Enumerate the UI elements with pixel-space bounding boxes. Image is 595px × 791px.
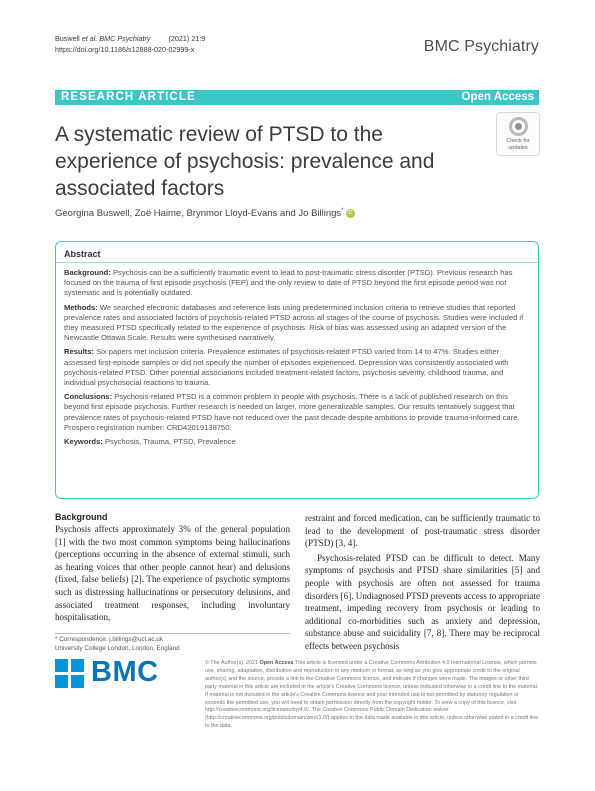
- abstract-results: [64, 347, 530, 388]
- orcid-icon[interactable]: iD: [347, 210, 353, 217]
- check-updates-line: updates: [508, 144, 528, 151]
- abstract-label: Background:: [64, 268, 111, 277]
- bmc-logo-icon: [55, 659, 85, 689]
- abstract-heading: Abstract: [64, 249, 101, 259]
- citation: [55, 33, 205, 44]
- check-updates-line: Check for: [506, 138, 530, 144]
- check-for-updates-button[interactable]: [496, 112, 540, 156]
- abstract-text: Psychosis can be a sufficiently traumatic event to lead to post-traumatic stress disorder (PTSD). Previous research has focused on the trauma of first episode psychosis (FEP) and the only review to date of PTSD beyond the first episode period was not systematic and is potentially outdated.: [64, 268, 513, 298]
- license-body: This article is licensed under a Creative Commons Attribution 4.0 International License, which permits use, sharing, adaptation, distribution and reproduction in any medium or format, as long as you give appropriate credit to the original author(s) and the source, provide a link to the Creative Commons licence, and indicate if changes were made. The images or other third party material in this article are included in the article's Creative Commons licence, unless indicated otherwise in a credit line to the material. If material is not included in the article's Creative Commons licence and your intended use is not permitted by statutory regulation or exceeds the permitted use, you will need to obtain permission directly from the copyright holder. To view a copy of this licence, visit http://creativecommons.org/licenses/by/4.0/. The Creative Commons Public Domain Dedication waiver (http://creativecommons.org/publicdomain/zero/1.0/) applies to the data made available in this article, unless otherwise stated in a credit line to the data.: [205, 660, 539, 730]
- license-copyright: © The Author(s). 2021: [205, 660, 259, 666]
- journal-name: BMC Psychiatry: [423, 38, 539, 55]
- license-text: [205, 660, 540, 731]
- header-meta: [55, 33, 205, 55]
- keywords-label: Keywords:: [64, 437, 103, 447]
- abstract-label: Conclusions:: [64, 392, 113, 402]
- check-for-updates-icon: [509, 117, 528, 136]
- abstract-text: Six papers met inclusion criteria. Prevalence estimates of psychosis-related PTSD varied from 14 to 47%. Studies either assessed first-episode samples or did not specify the number of episodes experienced. Depression was consistently associated with psychosis-related PTSD. Other potential associations included treatment-related factors, psychosis severity, childhood trauma, and individual psychosocial reactions to trauma.: [64, 347, 509, 388]
- abstract-box: [55, 241, 539, 499]
- bmc-logo-word: BMC: [91, 656, 159, 688]
- body-column-right: [305, 512, 540, 653]
- citation-authors: Buswell: [55, 34, 80, 43]
- citation-year: (2021) 21:9: [168, 34, 206, 43]
- article-type-label: RESEARCH ARTICLE: [61, 91, 196, 103]
- correspondence-email[interactable]: * Correspondence: j.billings@ucl.ac.uk: [55, 636, 163, 643]
- license-open-access: Open Access: [259, 660, 294, 666]
- corresponding-marker: *: [341, 208, 344, 214]
- abstract-text: Psychosis-related PTSD is a common problem in people with psychosis. There is a lack of published research on this beyond first episode psychosis. Further research is needed on larger, more generalizable samples. Our results tentatively suggest that prevalence rates of psychosis-related PTSD have not reduced over the past decade despite ambitions to provide trauma-informed care.: [64, 392, 520, 422]
- keywords-text: Psychosis, Trauma, PTSD, Prevalence: [104, 437, 236, 447]
- title-line: A systematic review of PTSD to the: [55, 123, 383, 146]
- author-list: [55, 208, 355, 219]
- title-line: associated factors: [55, 177, 225, 200]
- body-paragraph: Psychosis-related PTSD can be difficult to detect. Many symptoms of psychosis and PTSD share similarities [5] and people with psychosis are often not assessed for trauma disorders [6]. Undiagnosed PTSD prevents access to appropriate treatment, impeding recovery from psychosis or leading to additional co-morbidities such as anxiety and depression, substance abuse and suicidality [7, 8]. There may be reciprocal effects between psychosis: [305, 552, 540, 651]
- abstract-conclusions: [64, 392, 530, 423]
- prospero-registration: Prospero registration number: CRD42019138750.: [64, 422, 232, 432]
- author-names: Georgina Buswell, Zoë Haime, Brynmor Lloyd-Evans and Jo Billings: [55, 208, 342, 220]
- check-for-updates-text: [497, 138, 539, 151]
- doi-link[interactable]: https://doi.org/10.1186/s12888-020-02999-x: [55, 45, 195, 54]
- abstract-background: [64, 268, 530, 299]
- abstract-label: Results:: [64, 347, 94, 357]
- abstract-text: We searched electronic databases and reference lists using predetermined inclusion criteria to retrieve studies that reported prevalence rates and associated factors of psychosis-related PTSD across all stages of the course of psychosis. Studies were included if they measured PTSD specifically related to the experience of psychosis. Risk of bias was assessed using an adapted version of the Newcastle Ottawa Scale. Results were synthesised narratively.: [64, 302, 524, 343]
- body-column-left: [55, 512, 290, 624]
- body-paragraph: restraint and forced medication, can be sufficiently traumatic to lead to the development of post-traumatic stress disorder (PTSD) [3, 4].: [305, 513, 540, 549]
- bmc-logo: [55, 657, 185, 689]
- abstract-label: Methods:: [64, 302, 98, 312]
- body-paragraph: Psychosis affects approximately 3% of the general population [1] with the two most common symptoms being hallucinations (perceptions occurring in the absence of external stimuli, such as hearing voices that other people cannot hear) and delusions (fixed, false beliefs) [2]. The experience of psychotic symptoms such as distressing hallucinations or persecutory delusions, and associated treatment responses, including involuntary hospitalisation,: [55, 524, 290, 623]
- article-title: [55, 121, 475, 202]
- article-type-banner: [55, 90, 539, 105]
- keywords: [64, 437, 530, 446]
- correspondence-note: [55, 633, 290, 653]
- abstract-methods: [64, 303, 530, 344]
- correspondence-affiliation: University College London, London, England: [55, 644, 180, 652]
- section-heading-background: Background: [55, 512, 108, 522]
- title-line: experience of psychosis: prevalence and: [55, 150, 435, 173]
- abstract-divider: [56, 262, 538, 263]
- citation-journal: et al. BMC Psychiatry: [81, 34, 151, 43]
- open-access-label: Open Access: [461, 91, 534, 103]
